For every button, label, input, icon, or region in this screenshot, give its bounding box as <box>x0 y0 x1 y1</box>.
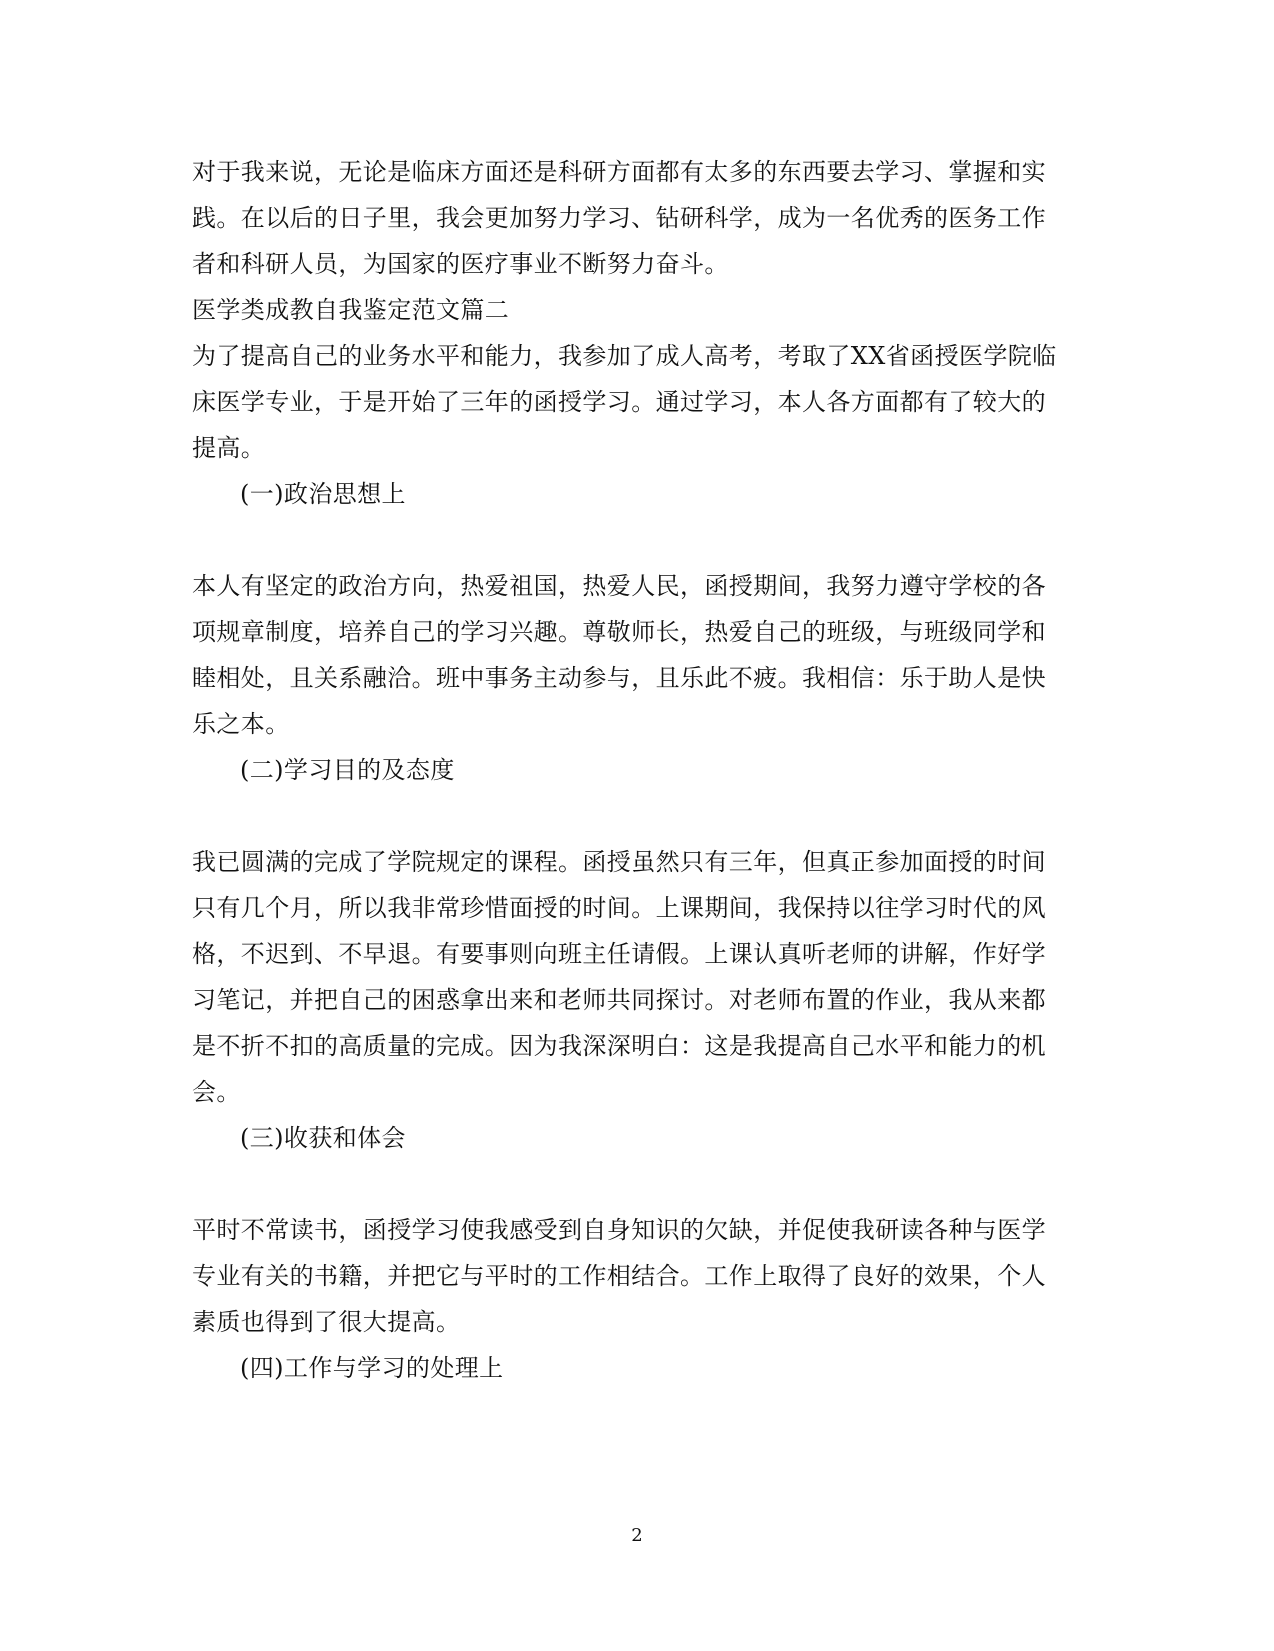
paragraph-line: 平时不常读书，函授学习使我感受到自身知识的欠缺，并促使我研读各种与医学 <box>192 1216 1046 1244</box>
paragraph-line: 为了提高自己的业务水平和能力，我参加了成人高考，考取了XX省函授医学院临 <box>192 342 1057 370</box>
paragraph-line: 乐之本。 <box>192 710 290 738</box>
paragraph-line: 床医学专业，于是开始了三年的函授学习。通过学习，本人各方面都有了较大的 <box>192 388 1046 416</box>
paragraph-line: 习笔记，并把自己的困惑拿出来和老师共同探讨。对老师布置的作业，我从来都 <box>192 986 1046 1014</box>
paragraph-line: 睦相处，且关系融洽。班中事务主动参与，且乐此不疲。我相信：乐于助人是快 <box>192 664 1046 692</box>
paragraph-line: 我已圆满的完成了学院规定的课程。函授虽然只有三年，但真正参加面授的时间 <box>192 848 1046 876</box>
paragraph-line: 只有几个月，所以我非常珍惜面授的时间。上课期间，我保持以往学习时代的风 <box>192 894 1046 922</box>
subsection-heading: (二)学习目的及态度 <box>240 756 455 784</box>
section-title: 医学类成教自我鉴定范文篇二 <box>192 296 510 324</box>
subsection-heading: (三)收获和体会 <box>240 1124 406 1152</box>
paragraph-line: 格，不迟到、不早退。有要事则向班主任请假。上课认真听老师的讲解，作好学 <box>192 940 1046 968</box>
subsection-heading: (四)工作与学习的处理上 <box>240 1354 504 1382</box>
paragraph-line: 会。 <box>192 1078 241 1106</box>
paragraph-line: 专业有关的书籍，并把它与平时的工作相结合。工作上取得了良好的效果，个人 <box>192 1262 1046 1290</box>
paragraph-line: 提高。 <box>192 434 266 462</box>
paragraph-line: 者和科研人员，为国家的医疗事业不断努力奋斗。 <box>192 250 729 278</box>
paragraph-line: 素质也得到了很大提高。 <box>192 1308 461 1336</box>
paragraph-line: 是不折不扣的高质量的完成。因为我深深明白：这是我提高自己水平和能力的机 <box>192 1032 1046 1060</box>
paragraph-line: 践。在以后的日子里，我会更加努力学习、钻研科学，成为一名优秀的医务工作 <box>192 204 1046 232</box>
paragraph-line: 项规章制度，培养自己的学习兴趣。尊敬师长，热爱自己的班级，与班级同学和 <box>192 618 1046 646</box>
subsection-heading: (一)政治思想上 <box>240 480 406 508</box>
paragraph-line: 本人有坚定的政治方向，热爱祖国，热爱人民，函授期间，我努力遵守学校的各 <box>192 572 1046 600</box>
paragraph-line: 对于我来说，无论是临床方面还是科研方面都有太多的东西要去学习、掌握和实 <box>192 158 1046 186</box>
page-number: 2 <box>631 1525 643 1546</box>
